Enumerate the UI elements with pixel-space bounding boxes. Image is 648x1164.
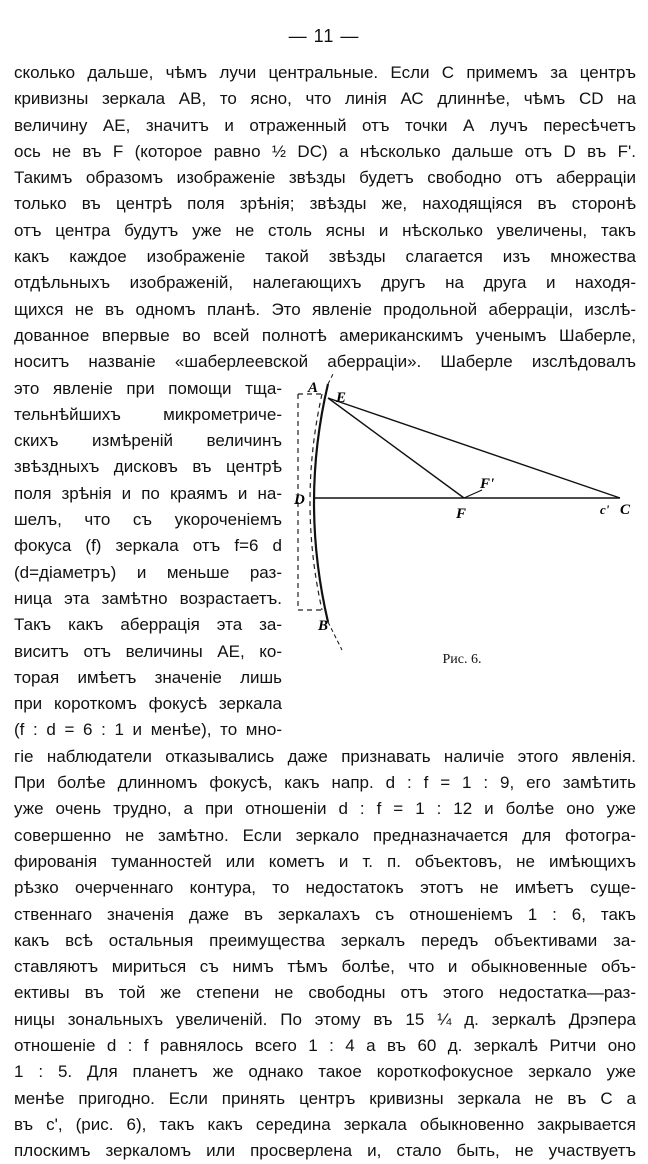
text-line: звѣздныхъ дисковъ въ центрѣ [14, 457, 282, 477]
text-line: носитъ названіе «шаберлеевской аберраціи». Шаберле изслѣдовалъ [14, 352, 636, 372]
text-line: фокуса (f) зеркала отъ f=6 d [14, 536, 282, 556]
arc-extension-top [328, 372, 334, 384]
arc-extension-bottom [328, 622, 342, 650]
text-line: ось не въ F (которое равно ½ DC) а нѣсколько дальше отъ D въ F'. [14, 141, 636, 161]
ray-A-to-F [328, 398, 464, 498]
text-line: фированія туманностей или кометъ и т. п. объектовъ, не имѣющихъ [14, 851, 636, 871]
mirror-aberration-diagram [284, 362, 636, 682]
text-line: ница эта замѣтно возрастаетъ. [14, 588, 282, 608]
text-line: какъ всѣ остальныя преимущества зеркалъ передъ объективами за- [14, 930, 636, 950]
text-line: торая имѣетъ значеніе лишь [14, 667, 282, 687]
text-line: только въ центрѣ поля зрѣнія; звѣзды же, находящіяся въ сторонѣ [14, 194, 636, 214]
text-line: Такъ какъ аберрація эта за- [14, 615, 282, 635]
mirror-surface-arc [314, 384, 328, 622]
text-line: кривизны зеркала АВ, то ясно, что линія АС длиннѣе, чѣмъ CD на [14, 89, 636, 109]
text-line: скихъ измѣреній величинъ [14, 431, 282, 451]
text-line: ективы въ той же степени не свободны отъ этого недостатка—раз- [14, 983, 636, 1003]
label-E: E [336, 390, 347, 406]
label-F-prime: F' [480, 476, 495, 492]
text-line: уже очень трудно, а при отношеніи d : f = 1 : 12 и болѣе оно уже [14, 799, 636, 819]
text-line: отношеніе d : f равнялось всего 1 : 4 а въ 60 д. зеркалѣ Ритчи оно [14, 1035, 636, 1055]
text-line: совершенно не замѣтно. Если зеркало предназначается для фотогра- [14, 825, 636, 845]
label-c-prime: c' [600, 502, 610, 517]
text-line: отдѣльныхъ изображеній, налегающихъ другъ на друга и находя- [14, 273, 636, 293]
text-line: щихся не въ одномъ планѣ. Это явленіе продольной аберраціи, изслѣ- [14, 299, 636, 319]
text-line: плоскимъ зеркаломъ или просверлена и, стало быть, не участвуетъ [14, 1141, 636, 1161]
ray-A-to-C [328, 398, 620, 498]
text-line: менѣе пригодно. Если принять центръ кривизны зеркала не въ С а [14, 1088, 636, 1108]
text-line: дованное впервые во всей полнотѣ американскимъ ученымъ Шаберле, [14, 325, 636, 345]
label-D: D [294, 492, 305, 508]
text-line: (d=діаметръ) и меньше раз- [14, 562, 282, 582]
text-line: при короткомъ фокусѣ зеркала [14, 694, 282, 714]
text-line: тельнѣйшихъ микрометриче- [14, 404, 282, 424]
text-line: 1 : 5. Для планетъ же однако такое короткофокусное зеркало уже [14, 1062, 636, 1082]
text-line: (f : d = 6 : 1 и менѣе), то мно- [14, 720, 282, 740]
text-line: ственнаго значенія даже въ зеркалахъ съ отношеніемъ 1 : 6, такъ [14, 904, 636, 924]
text-line: ницы зональныхъ увеличеній. По этому въ 15 ¼ д. зеркалѣ Дрэпера [14, 1009, 636, 1029]
label-B: B [318, 618, 329, 634]
figure-caption: Рис. 6. [442, 652, 482, 667]
text-line: поля зрѣнія и по краямъ и на- [14, 483, 282, 503]
text-line: рѣзко очерченнаго контура, то недостатокъ этотъ не имѣетъ суще- [14, 878, 636, 898]
label-A: A [308, 380, 319, 396]
text-line: отъ центра будутъ уже не столь ясны и нѣсколько увеличены, такъ [14, 220, 636, 240]
paragraph-bottom [14, 744, 636, 1164]
text-line: сколько дальше, чѣмъ лучи центральные. Если С примемъ за центръ [14, 63, 636, 82]
text-line: въ с', (рис. 6), такъ какъ середина зеркала обыкновенно закрывается [14, 1114, 636, 1134]
text-line: величину АЕ, значитъ и отраженный отъ точки А лучъ пересѣчетъ [14, 115, 636, 135]
text-line: При болѣе длинномъ фокусѣ, какъ напр. d : f = 1 : 9, его замѣтить [14, 773, 636, 793]
text-line: гіе наблюдатели отказывались даже признавать наличіе этого явленія. [14, 746, 636, 766]
figure-6-mirror-diagram [284, 362, 636, 682]
text-line: какъ каждое изображеніе такой звѣзды слагается изъ множества [14, 247, 636, 267]
paragraph-top [14, 60, 636, 376]
text-line: шелъ, что съ укороченіемъ [14, 510, 282, 530]
text-line: это явленіе при помощи тща- [14, 378, 282, 398]
text-line: ставляютъ мириться съ нимъ тѣмъ болѣе, что и обыкновенные объ- [14, 957, 636, 977]
label-C: C [620, 502, 631, 518]
text-line: виситъ отъ величины АЕ, ко- [14, 641, 282, 661]
text-line: Такимъ образомъ изображеніе звѣзды будетъ свободно отъ аберраціи [14, 168, 636, 188]
label-F: F [456, 506, 467, 522]
page-number: — 11 — [288, 26, 360, 46]
